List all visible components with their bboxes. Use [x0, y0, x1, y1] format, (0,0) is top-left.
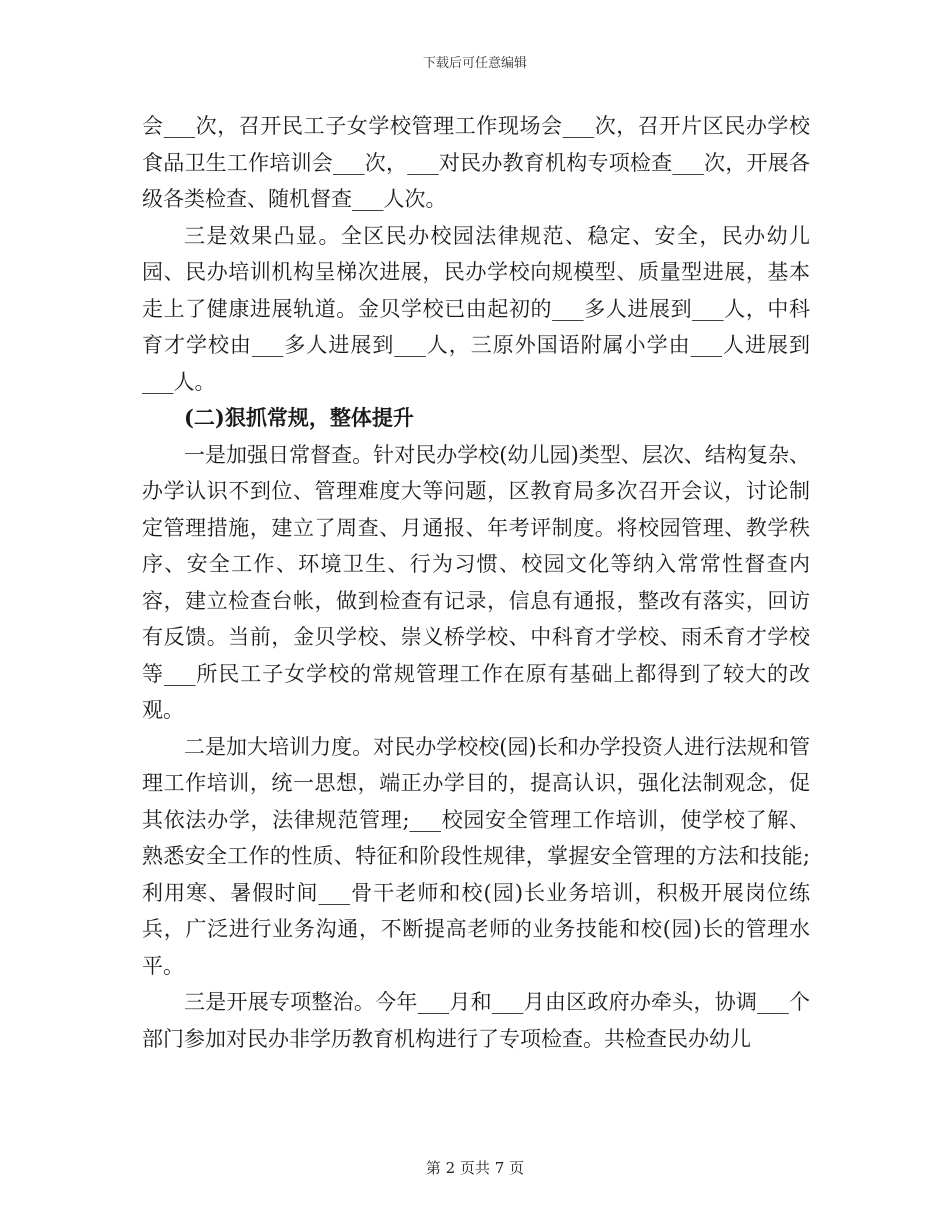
section-heading: (二)狠抓常规，整体提升: [184, 405, 414, 430]
paragraph-supervision: 一是加强日常督查。针对民办学校(幼儿园)类型、层次、结构复杂、办学认识不到位、管理难度大等问题，区教育局多次召开会议，讨论制定管理措施，建立了周查、月通报、年考评制度。将校园管理、教学秩序、安全工作、环境卫生、行为习惯、校园文化等纳入常常性督查内容，建立检查台帐，做到检查有记录，信息有通报，整改有落实，回访有反馈。当前，金贝学校、崇义桥学校、中科育才学校、雨禾育才学校等___所民工子女学校的常规管理工作在原有基础上都得到了较大的改观。: [142, 442, 810, 722]
paragraph-effect: 三是效果凸显。全区民办校园法律规范、稳定、安全，民办幼儿园、民办培训机构呈梯次进展，民办学校向规模型、质量型进展，基本走上了健康进展轨道。金贝学校已由起初的___多人进展到___人，中科育才学校由___多人进展到___人，三原外国语附属小学由___人进展到___人。: [142, 223, 810, 394]
paragraph-continuation: 会___次，召开民工子女学校管理工作现场会___次，召开片区民办学校食品卫生工作培训会___次，___对民办教育机构专项检查___次，开展各级各类检查、随机督查___人次。: [142, 114, 810, 211]
page-number: 第 2 页共 7 页: [425, 1159, 525, 1177]
page-header: 下载后可任意编辑: [422, 56, 527, 71]
document-body: [142, 108, 810, 1057]
paragraph-training: 二是加大培训力度。对民办学校校(园)长和办学投资人进行法规和管理工作培训，统一思想，端正办学目的，提高认识，强化法制观念，促其依法办学，法律规范管理;___校园安全管理工作培训，使学校了解、熟悉安全工作的性质、特征和阶段性规律，掌握安全管理的方法和技能;利用寒、暑假时间___骨干老师和校(园)长业务培训，积极开展岗位练兵，广泛进行业务沟通，不断提高老师的业务技能和校(园)长的管理水平。: [142, 734, 810, 978]
paragraph-rectification: 三是开展专项整治。今年___月和___月由区政府办牵头，协调___个部门参加对民办非学历教育机构进行了专项检查。共检查民办幼儿: [142, 990, 810, 1051]
